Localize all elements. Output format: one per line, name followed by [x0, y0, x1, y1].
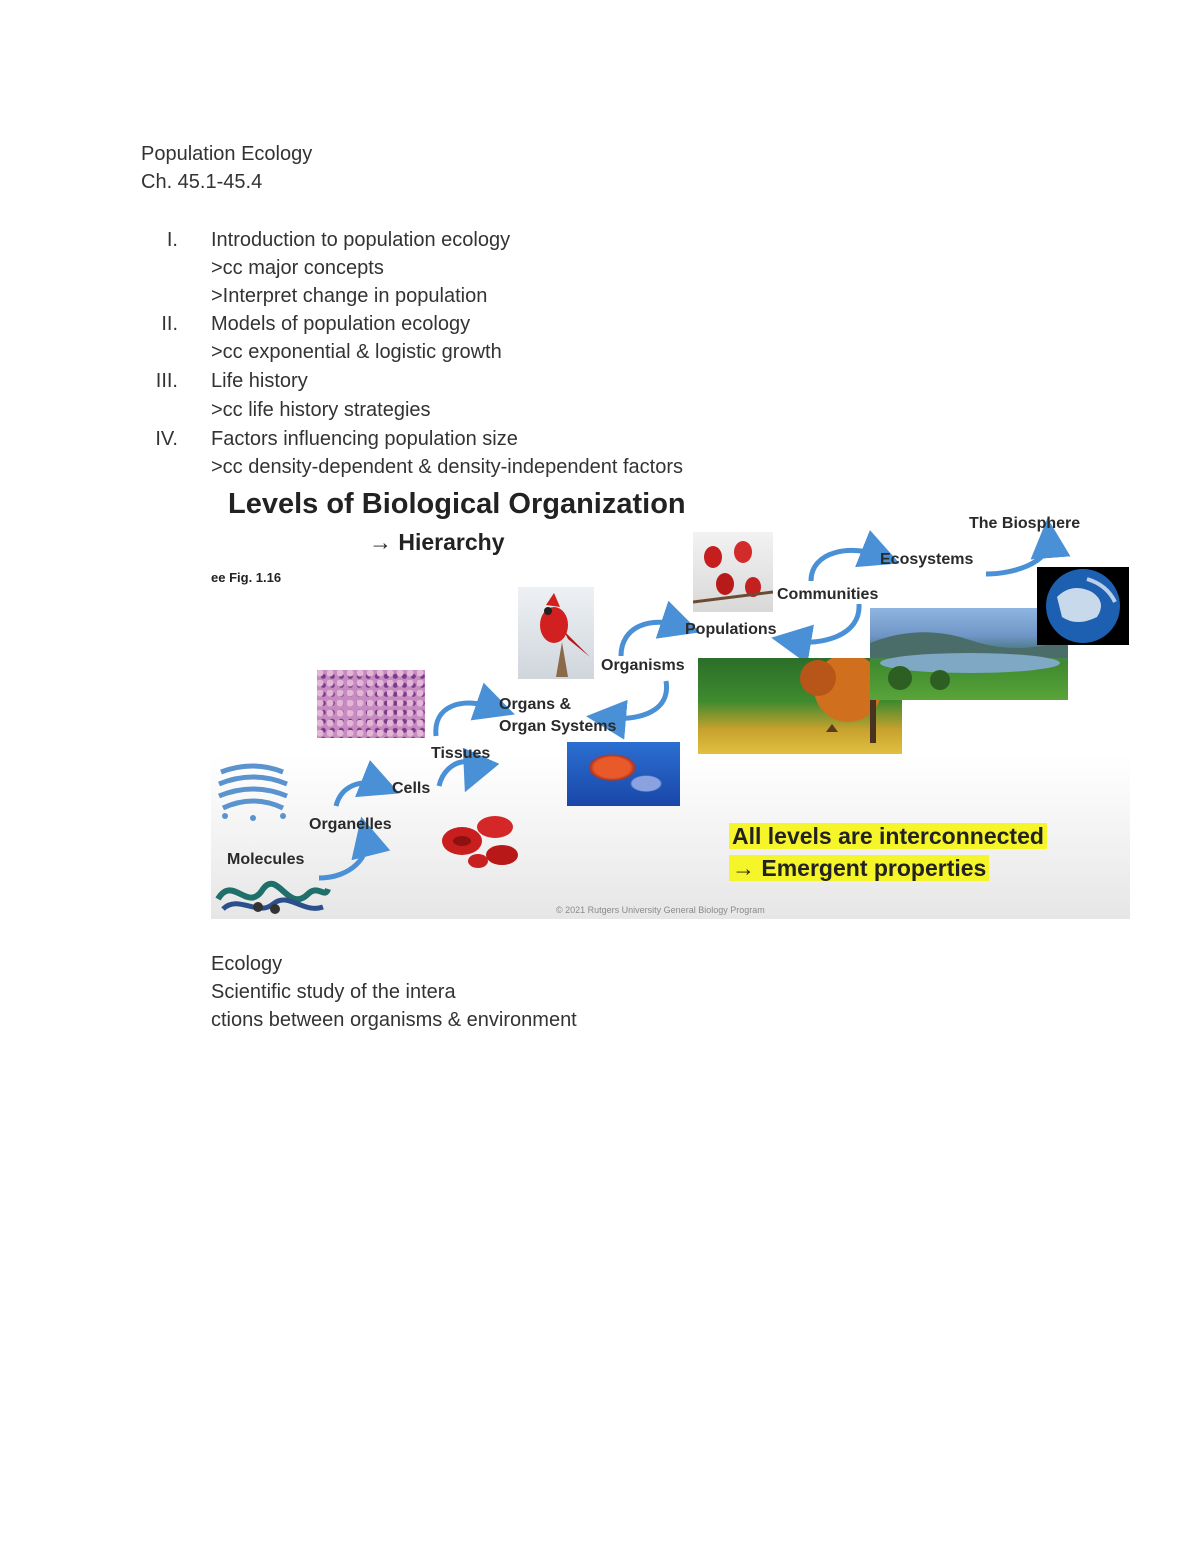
organism-image	[518, 587, 594, 679]
outline-subpoint: >Interpret change in population	[211, 285, 488, 307]
outline-heading: Factors influencing population size	[211, 428, 518, 450]
figure-reference: ee Fig. 1.16	[211, 570, 282, 585]
outline-numeral: IV.	[155, 428, 178, 450]
outline-subpoint: >cc exponential & logistic growth	[211, 341, 502, 363]
level-ecosystems: Ecosystems	[880, 551, 974, 568]
outline-subpoint: >cc density-dependent & density-independent factors	[211, 456, 683, 478]
outline-numeral: II.	[161, 313, 178, 335]
outline-subpoint: >cc major concepts	[211, 257, 384, 279]
outline-heading: Models of population ecology	[211, 313, 471, 335]
level-organs: Organs &	[499, 696, 572, 713]
levels-of-organization-figure	[211, 486, 1130, 919]
figure-copyright: © 2021 Rutgers University General Biology Program	[556, 905, 765, 915]
figure-title: Levels of Biological Organization	[228, 488, 686, 520]
definition-term: Ecology	[211, 953, 283, 975]
outline-heading: Life history	[211, 370, 308, 392]
cells-image	[440, 811, 525, 871]
callout-interconnected: All levels are interconnected	[729, 823, 1047, 850]
biosphere-image	[1037, 567, 1129, 645]
level-populations: Populations	[685, 621, 777, 638]
molecule-image	[213, 869, 333, 919]
organelle-image	[213, 758, 293, 822]
chapter-reference: Ch. 45.1-45.4	[141, 171, 263, 193]
level-organisms: Organisms	[601, 657, 685, 674]
level-molecules: Molecules	[227, 851, 305, 868]
level-communities: Communities	[777, 586, 879, 603]
callout-emergent-properties: → Emergent properties	[729, 855, 989, 882]
figure-subtitle: → Hierarchy	[369, 529, 505, 555]
outline-numeral: III.	[155, 370, 178, 392]
tissue-image	[317, 670, 425, 738]
level-biosphere: The Biosphere	[969, 515, 1081, 532]
level-tissues: Tissues	[431, 745, 491, 762]
level-organelles: Organelles	[309, 816, 392, 833]
document-title: Population Ecology	[141, 143, 313, 165]
organ-systems-image	[567, 742, 680, 806]
definition-text-line1: Scientific study of the intera	[211, 981, 456, 1003]
level-cells: Cells	[392, 780, 431, 797]
outline-subpoint: >cc life history strategies	[211, 399, 431, 421]
definition-text-line2: ctions between organisms & environment	[211, 1009, 577, 1031]
population-image	[693, 532, 773, 612]
outline-heading: Introduction to population ecology	[211, 229, 511, 251]
level-organ-systems: Organ Systems	[499, 718, 617, 735]
outline-numeral: I.	[166, 229, 178, 251]
